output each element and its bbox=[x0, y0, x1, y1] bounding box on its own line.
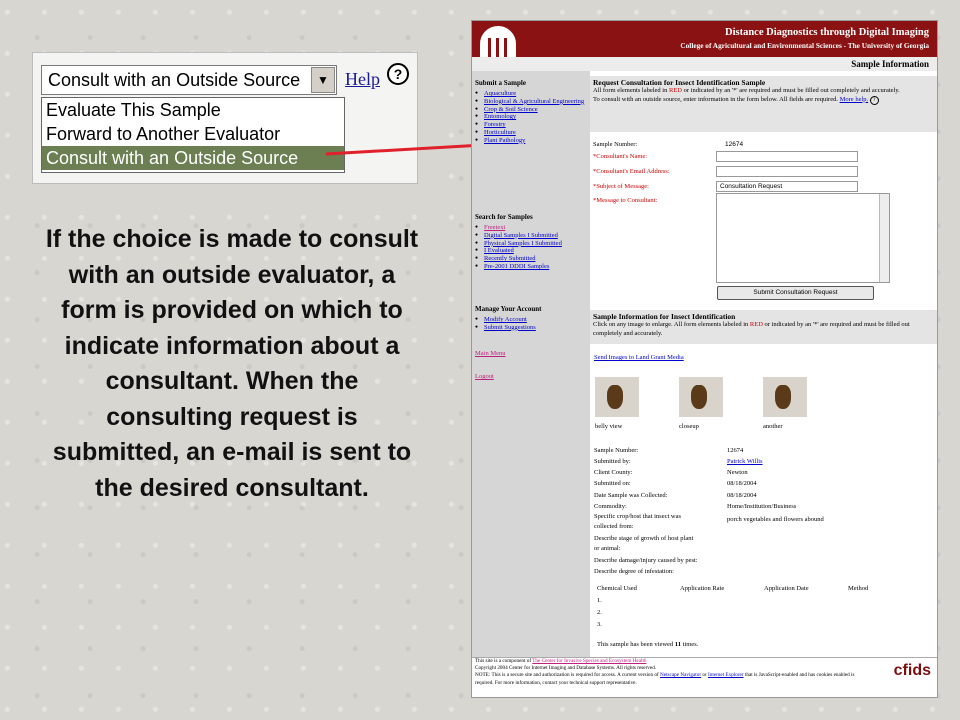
sidebar-item-digital[interactable]: ● Digital Samples I Submitted bbox=[475, 232, 587, 240]
consult-intro: All form elements labeled in RED or indicated by an '*' are required and must be filled out completely and accurately. bbox=[593, 87, 900, 94]
detail-label: Specific crop/host that insect was bbox=[594, 513, 682, 520]
action-select-value: Consult with an Outside Source bbox=[48, 70, 301, 90]
send-images-link[interactable]: Send Images to Land Grant Media bbox=[594, 354, 684, 361]
subject-label: *Subject of Message: bbox=[593, 183, 649, 190]
image-caption-2: closeup bbox=[679, 423, 699, 430]
chem-row: 3. bbox=[597, 621, 602, 628]
message-textarea[interactable] bbox=[716, 193, 890, 283]
detail-label: Describe damage/injury caused by pest: bbox=[594, 557, 698, 564]
consult-intro-2: To consult with an outside source, enter information in the form below. All fields are required. More help. ? bbox=[593, 96, 934, 105]
site-title: Distance Diagnostics through Digital Imaging bbox=[725, 27, 929, 38]
help-icon-small[interactable]: ? bbox=[870, 96, 879, 105]
chem-header: Method bbox=[848, 585, 869, 592]
view-count: This sample has been viewed 11 times. bbox=[597, 641, 699, 648]
option-evaluate[interactable]: Evaluate This Sample bbox=[46, 100, 221, 120]
image-caption-1: belly view bbox=[595, 423, 623, 430]
detail-label: Submitted by: bbox=[594, 458, 631, 465]
scrollbar[interactable] bbox=[879, 194, 889, 282]
detail-value: 08/18/2004 bbox=[727, 492, 757, 499]
footer bbox=[472, 657, 937, 698]
search-list bbox=[475, 224, 587, 271]
chem-header: Application Rate bbox=[680, 585, 725, 592]
detail-label: or animal: bbox=[594, 545, 621, 552]
option-forward[interactable]: Forward to Another Evaluator bbox=[46, 124, 281, 144]
consultant-email-input[interactable] bbox=[716, 166, 858, 177]
cise-link[interactable]: The Center for Invasive Species and Ecosystem Health bbox=[532, 658, 647, 664]
sidebar-item-aquaculture[interactable]: ● Aquaculture bbox=[475, 90, 587, 98]
sidebar-item-horticulture[interactable]: ● Horticulture bbox=[475, 129, 587, 137]
sidebar-item-forestry[interactable]: ● Forestry bbox=[475, 121, 587, 129]
sidebar-item-physical[interactable]: ● Physical Samples I Submitted bbox=[475, 240, 587, 248]
web-page-screenshot bbox=[471, 20, 938, 698]
sidebar-item-biological[interactable]: ● Biological & Agricultural Engineering bbox=[475, 98, 587, 106]
detail-label: collected from: bbox=[594, 523, 634, 530]
sidebar-item-entomology[interactable]: ● Entomology bbox=[475, 113, 587, 121]
footer-line-4: required. For more information, contact your technical support representative. bbox=[475, 679, 637, 686]
sample-number-label: Sample Number: bbox=[593, 141, 638, 148]
submitter-link[interactable]: Patrick Willis bbox=[727, 458, 763, 465]
detail-label: Describe stage of growth of host plant bbox=[594, 535, 694, 542]
detail-label: Commodity: bbox=[594, 503, 627, 510]
submit-consultation-button[interactable]: Submit Consultation Request bbox=[717, 286, 874, 300]
account-list bbox=[475, 316, 587, 332]
page-title: Sample Information bbox=[472, 57, 937, 71]
help-icon[interactable]: ? bbox=[387, 63, 409, 85]
consult-title: Request Consultation for Insect Identification Sample bbox=[593, 78, 766, 87]
chem-row: 2. bbox=[597, 609, 602, 616]
option-consult[interactable]: Consult with an Outside Source bbox=[42, 146, 344, 170]
site-subtitle: College of Agricultural and Environmental Sciences - The University of Georgia bbox=[680, 41, 929, 50]
site-banner bbox=[472, 21, 937, 71]
description-text: If the choice is made to consult with an outside evaluator, a form is provided on which to indicate information about a consultant. When the consulting request is submitted, an e-mail is sent to the desired consultant. bbox=[45, 225, 419, 502]
sidebar-item-suggestions[interactable]: ● Submit Suggestions bbox=[475, 324, 587, 332]
sample-title: Sample Information for Insect Identification bbox=[593, 312, 736, 321]
sidebar-heading-search: Search for Samples bbox=[475, 213, 533, 221]
detail-value: porch vegetables and flowers abound bbox=[727, 516, 824, 523]
sample-image-2[interactable] bbox=[679, 377, 723, 417]
consultant-name-label: *Consultant's Name: bbox=[593, 153, 648, 160]
chem-header: Application Date bbox=[764, 585, 809, 592]
detail-value: 08/18/2004 bbox=[727, 480, 757, 487]
sample-number-value: 12674 bbox=[725, 141, 744, 148]
detail-label: Date Sample was Collected: bbox=[594, 492, 668, 499]
sample-image-1[interactable] bbox=[595, 377, 639, 417]
footer-note: NOTE: This is a secure site and authorization is required for access. A current version of Netscape Navigator or Internet Explorer that is JavaScript-enabled and has cookies enabled is bbox=[475, 672, 855, 679]
sample-header bbox=[590, 310, 937, 344]
sidebar-item-recent[interactable]: ● Recently Submitted bbox=[475, 255, 587, 263]
chem-row: 1. bbox=[597, 597, 602, 604]
detail-label: Submitted on: bbox=[594, 480, 631, 487]
help-link[interactable]: Help bbox=[345, 69, 380, 89]
footer-copyright: Copyright 2004 Center for Internet Imaging and Database Systems. All rights reserved. bbox=[475, 665, 657, 672]
detail-label: Client County: bbox=[594, 469, 633, 476]
sidebar-item-plant-pathology[interactable]: ● Plant Pathology bbox=[475, 137, 587, 145]
sidebar-heading-submit: Submit a Sample bbox=[475, 79, 526, 87]
detail-value: Home/Institution/Business bbox=[727, 503, 797, 510]
image-caption-3: another bbox=[763, 423, 783, 430]
main-menu-link[interactable]: Main Menu bbox=[475, 350, 506, 357]
sidebar-item-pre2001[interactable]: ● Pre-2001 DDDI Samples bbox=[475, 263, 587, 271]
detail-label: Describe degree of infestation: bbox=[594, 568, 674, 575]
consultant-email-label: *Consultant's Email Address: bbox=[593, 168, 670, 175]
consultant-name-input[interactable] bbox=[716, 151, 858, 162]
detail-value: 12674 bbox=[727, 447, 744, 454]
netscape-link[interactable]: Netscape Navigator bbox=[660, 672, 702, 679]
sidebar-heading-account: Manage Your Account bbox=[475, 305, 542, 313]
detail-value: Newton bbox=[727, 469, 748, 476]
detail-label: Sample Number: bbox=[594, 447, 639, 454]
message-label: *Message to Consultant: bbox=[593, 197, 658, 204]
sidebar-item-freetext[interactable]: ● Freetext bbox=[475, 224, 587, 232]
sample-image-3[interactable] bbox=[763, 377, 807, 417]
more-help-link[interactable]: More help. bbox=[839, 95, 869, 103]
sidebar-item-modify-account[interactable]: ● Modify Account bbox=[475, 316, 587, 324]
chevron-down-icon[interactable]: ▼ bbox=[311, 67, 335, 93]
logout-link[interactable]: Logout bbox=[475, 373, 494, 380]
submit-list bbox=[475, 90, 587, 145]
cfids-logo: cfids bbox=[893, 662, 931, 679]
consult-header bbox=[590, 76, 937, 132]
sidebar bbox=[472, 71, 590, 657]
sidebar-item-crop[interactable]: ● Crop & Soil Science bbox=[475, 106, 587, 114]
sample-intro: Click on any image to enlarge. All form elements labeled in RED or indicated by an '*' are required and must be filled out completely and accurately. bbox=[593, 321, 910, 337]
footer-line-1: This site is a component of The Center for Invasive Species and Ecosystem Health bbox=[475, 658, 647, 664]
subject-input[interactable]: Consultation Request bbox=[716, 181, 858, 192]
sidebar-item-evaluated[interactable]: ● I Evaluated bbox=[475, 247, 587, 255]
ie-link[interactable]: Internet Explorer bbox=[708, 672, 744, 679]
chem-header: Chemical Used bbox=[597, 585, 637, 592]
